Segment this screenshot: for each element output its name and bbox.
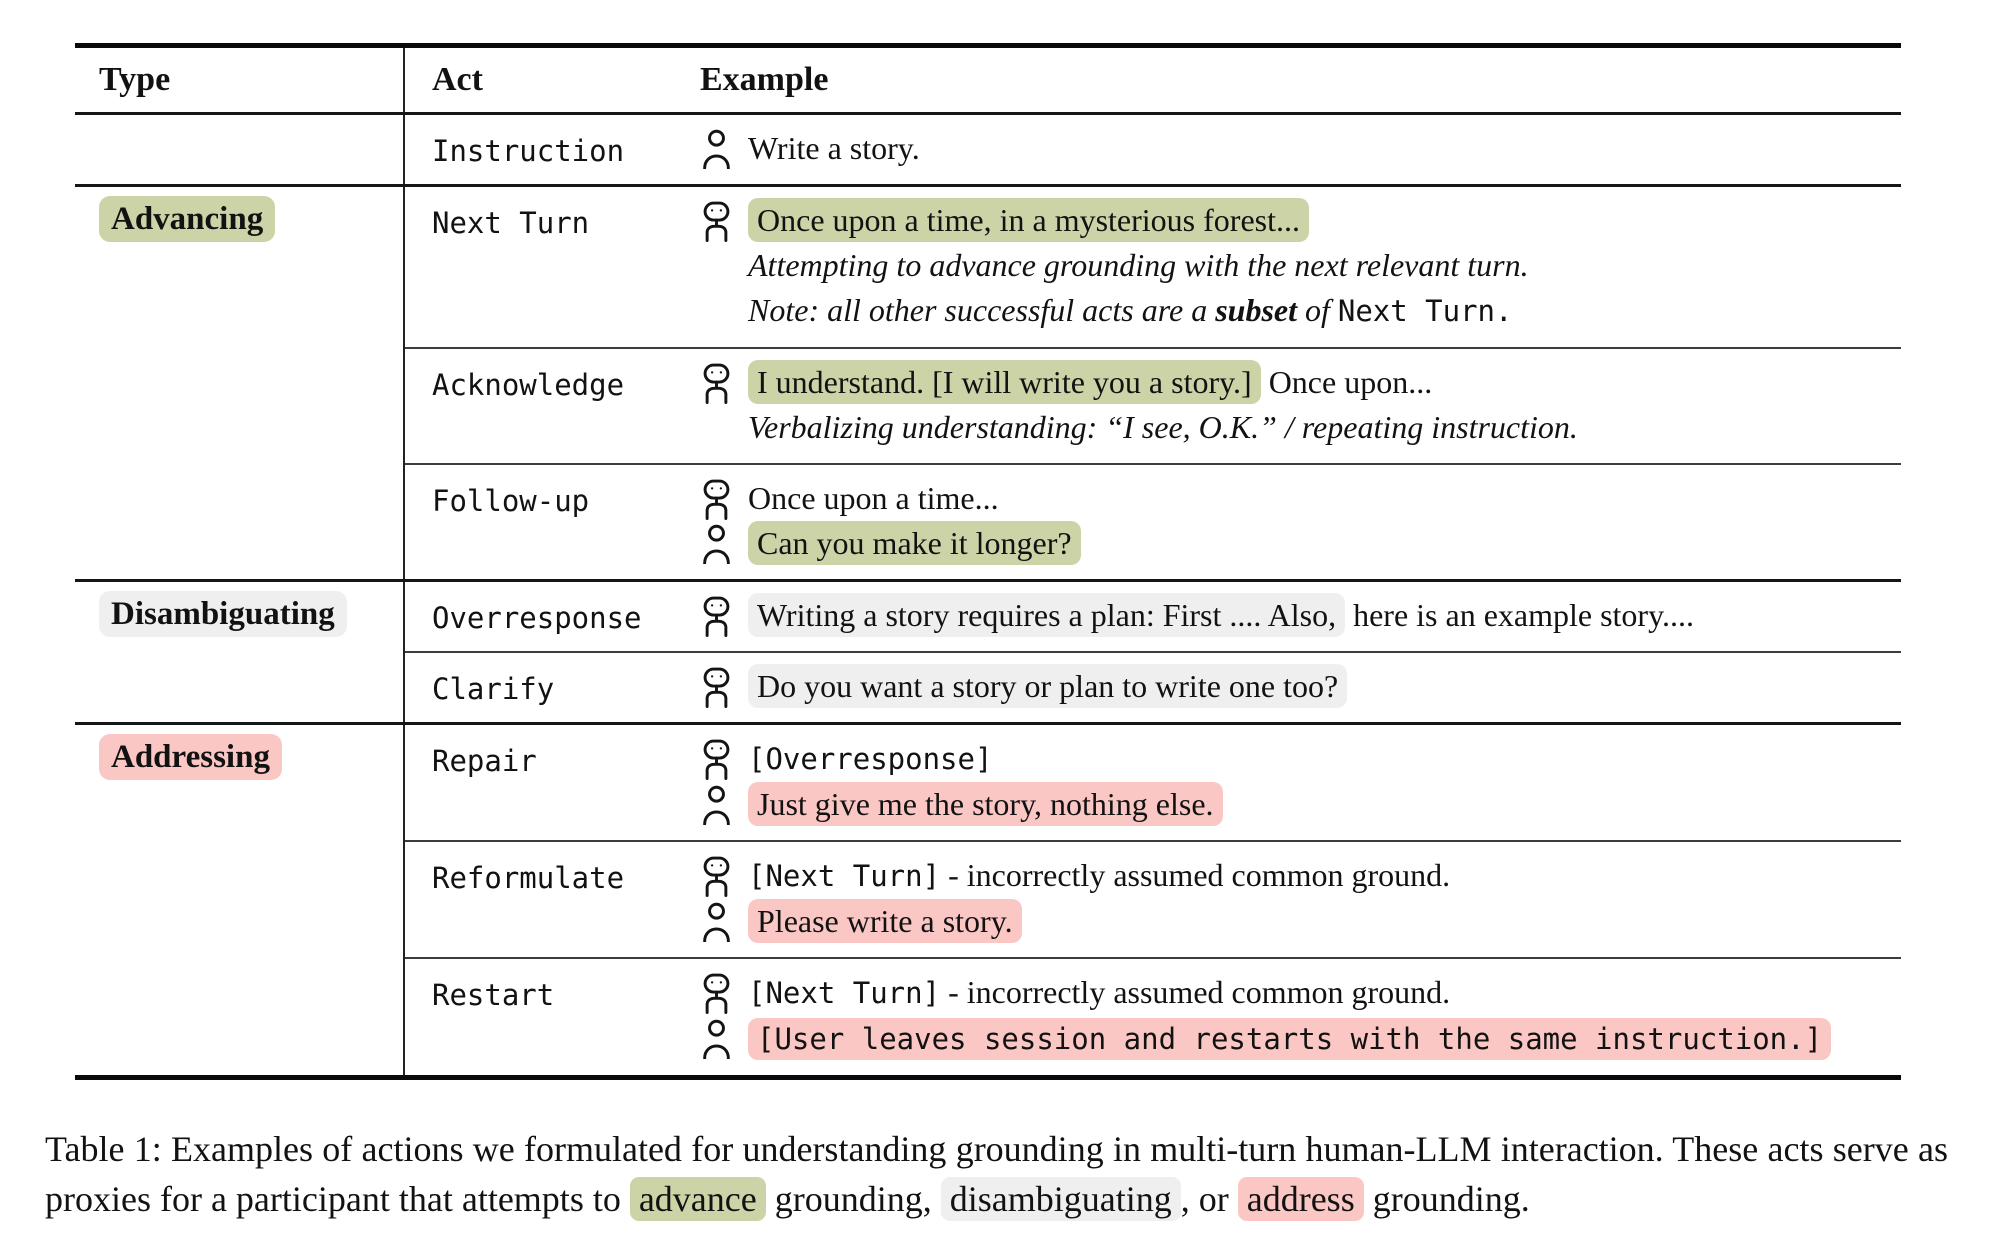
example-line <box>700 664 1887 709</box>
column-header-act: Act <box>432 61 483 98</box>
type-cell <box>75 115 403 184</box>
act-label: Next Turn <box>432 206 590 240</box>
type-label: Disambiguating <box>99 591 347 637</box>
example-cell <box>700 126 1901 171</box>
example-text: here is an example story.... <box>1345 597 1694 633</box>
table-row <box>405 840 1901 957</box>
example-line <box>700 593 1887 638</box>
example-cell <box>700 736 1901 827</box>
example-cell <box>700 970 1901 1062</box>
example-text: Please write a story. <box>748 899 1022 943</box>
table-header-row <box>75 48 1901 115</box>
section-rows <box>403 725 1901 1075</box>
user-icon <box>700 129 733 169</box>
section-rows <box>403 187 1901 579</box>
example-text: Once upon a time, in a mysterious forest... <box>748 198 1309 242</box>
act-cell <box>405 593 700 638</box>
user-icon <box>700 1019 733 1059</box>
user-icon <box>700 524 733 564</box>
act-label: Instruction <box>432 134 625 168</box>
example-line <box>700 198 1887 243</box>
example-text: Writing a story requires a plan: First .... Also, <box>748 593 1345 637</box>
header-act-example <box>405 48 1901 112</box>
example-line <box>700 1016 1887 1062</box>
table-row <box>405 463 1901 579</box>
example-line <box>700 243 1887 288</box>
table-section <box>75 115 1901 184</box>
example-text: - incorrectly assumed common ground. <box>940 857 1451 893</box>
act-cell <box>405 970 700 1062</box>
example-cell <box>700 593 1901 638</box>
user-icon <box>700 902 733 942</box>
robot-icon <box>700 739 733 780</box>
table-row <box>405 725 1901 840</box>
type-cell <box>75 725 403 1075</box>
robot-icon <box>700 363 733 404</box>
example-text: Once upon... <box>1260 364 1433 400</box>
table-row <box>405 957 1901 1075</box>
table-body <box>75 115 1901 1075</box>
example-text: Just give me the story, nothing else. <box>748 782 1223 826</box>
act-label: Overresponse <box>432 601 642 635</box>
example-text: Once upon a time... <box>748 480 999 516</box>
robot-icon <box>700 973 733 1014</box>
act-cell <box>405 198 700 334</box>
example-cell <box>700 360 1901 450</box>
header-right <box>403 48 1901 112</box>
example-cell <box>700 476 1901 566</box>
example-text: of <box>1296 292 1338 328</box>
example-text: I understand. [I will write you a story.] <box>748 360 1261 404</box>
example-text: [User leaves session and restarts with the same instruction.] <box>748 1018 1831 1060</box>
act-label: Follow-up <box>432 484 590 518</box>
example-line <box>700 736 1887 782</box>
caption-text: advance <box>630 1177 766 1221</box>
act-cell <box>405 736 700 827</box>
table-caption <box>45 1124 1948 1224</box>
grounding-acts-table <box>75 43 1901 1080</box>
example-cell <box>700 198 1901 334</box>
robot-icon <box>700 667 733 708</box>
act-label: Repair <box>432 744 537 778</box>
table-row <box>405 187 1901 347</box>
example-text: [Next Turn] <box>748 859 941 893</box>
caption-text: grounding. <box>1363 1179 1530 1219</box>
example-line <box>700 782 1887 827</box>
column-header-example: Example <box>700 61 829 98</box>
robot-icon <box>700 201 733 242</box>
act-label: Clarify <box>432 672 555 706</box>
type-label: Addressing <box>99 734 282 780</box>
table-row <box>405 347 1901 463</box>
robot-icon <box>700 479 733 520</box>
example-line <box>700 521 1887 566</box>
example-text: Verbalizing understanding: “I see, O.K.” / repeating instruction. <box>748 409 1578 445</box>
act-cell <box>405 360 700 450</box>
table-section <box>75 184 1901 579</box>
example-text: - incorrectly assumed common ground. <box>940 974 1451 1010</box>
example-text: subset <box>1215 292 1297 328</box>
table-bottom-rule <box>75 1075 1901 1080</box>
section-rows <box>403 582 1901 722</box>
example-line <box>700 853 1887 899</box>
user-icon <box>700 785 733 825</box>
example-text: Can you make it longer? <box>748 521 1081 565</box>
caption-text: , or <box>1180 1179 1238 1219</box>
act-cell <box>405 853 700 944</box>
example-line <box>700 970 1887 1016</box>
example-text: [Next Turn] <box>748 976 941 1010</box>
act-cell <box>405 664 700 709</box>
example-cell <box>700 664 1901 709</box>
act-label: Acknowledge <box>432 368 625 402</box>
example-line <box>700 288 1887 334</box>
type-label: Advancing <box>99 196 275 242</box>
act-label: Reformulate <box>432 861 625 895</box>
example-line <box>700 360 1887 405</box>
section-rows <box>403 115 1901 184</box>
example-cell <box>700 853 1901 944</box>
table-section <box>75 722 1901 1075</box>
type-cell <box>75 187 403 579</box>
example-text: Next Turn. <box>1337 294 1513 328</box>
table-section <box>75 579 1901 722</box>
column-header-type: Type <box>99 61 171 98</box>
example-line <box>700 126 1887 171</box>
caption-text: grounding, <box>765 1179 941 1219</box>
caption-text: address <box>1238 1177 1364 1221</box>
example-text: Note: all other successful acts are a <box>748 292 1216 328</box>
act-cell <box>405 476 700 566</box>
example-line <box>700 899 1887 944</box>
caption-text: disambiguating <box>941 1177 1181 1221</box>
robot-icon <box>700 856 733 897</box>
table-row <box>405 582 1901 651</box>
robot-icon <box>700 596 733 637</box>
caption-text: Table 1: Examples of actions we formulated for understanding grounding in multi-turn human-LLM interaction. These acts serve as proxies for a participant that attempts to <box>45 1129 1948 1219</box>
act-label: Restart <box>432 978 555 1012</box>
table-row <box>405 115 1901 184</box>
example-text: Do you want a story or plan to write one too? <box>748 664 1347 708</box>
example-line <box>700 476 1887 521</box>
example-text: [Overresponse] <box>748 742 993 776</box>
example-line <box>700 405 1887 450</box>
example-text: Write a story. <box>748 130 920 166</box>
act-cell <box>405 126 700 171</box>
type-cell <box>75 582 403 722</box>
example-text: Attempting to advance grounding with the next relevant turn. <box>748 247 1529 283</box>
table-row <box>405 651 1901 722</box>
